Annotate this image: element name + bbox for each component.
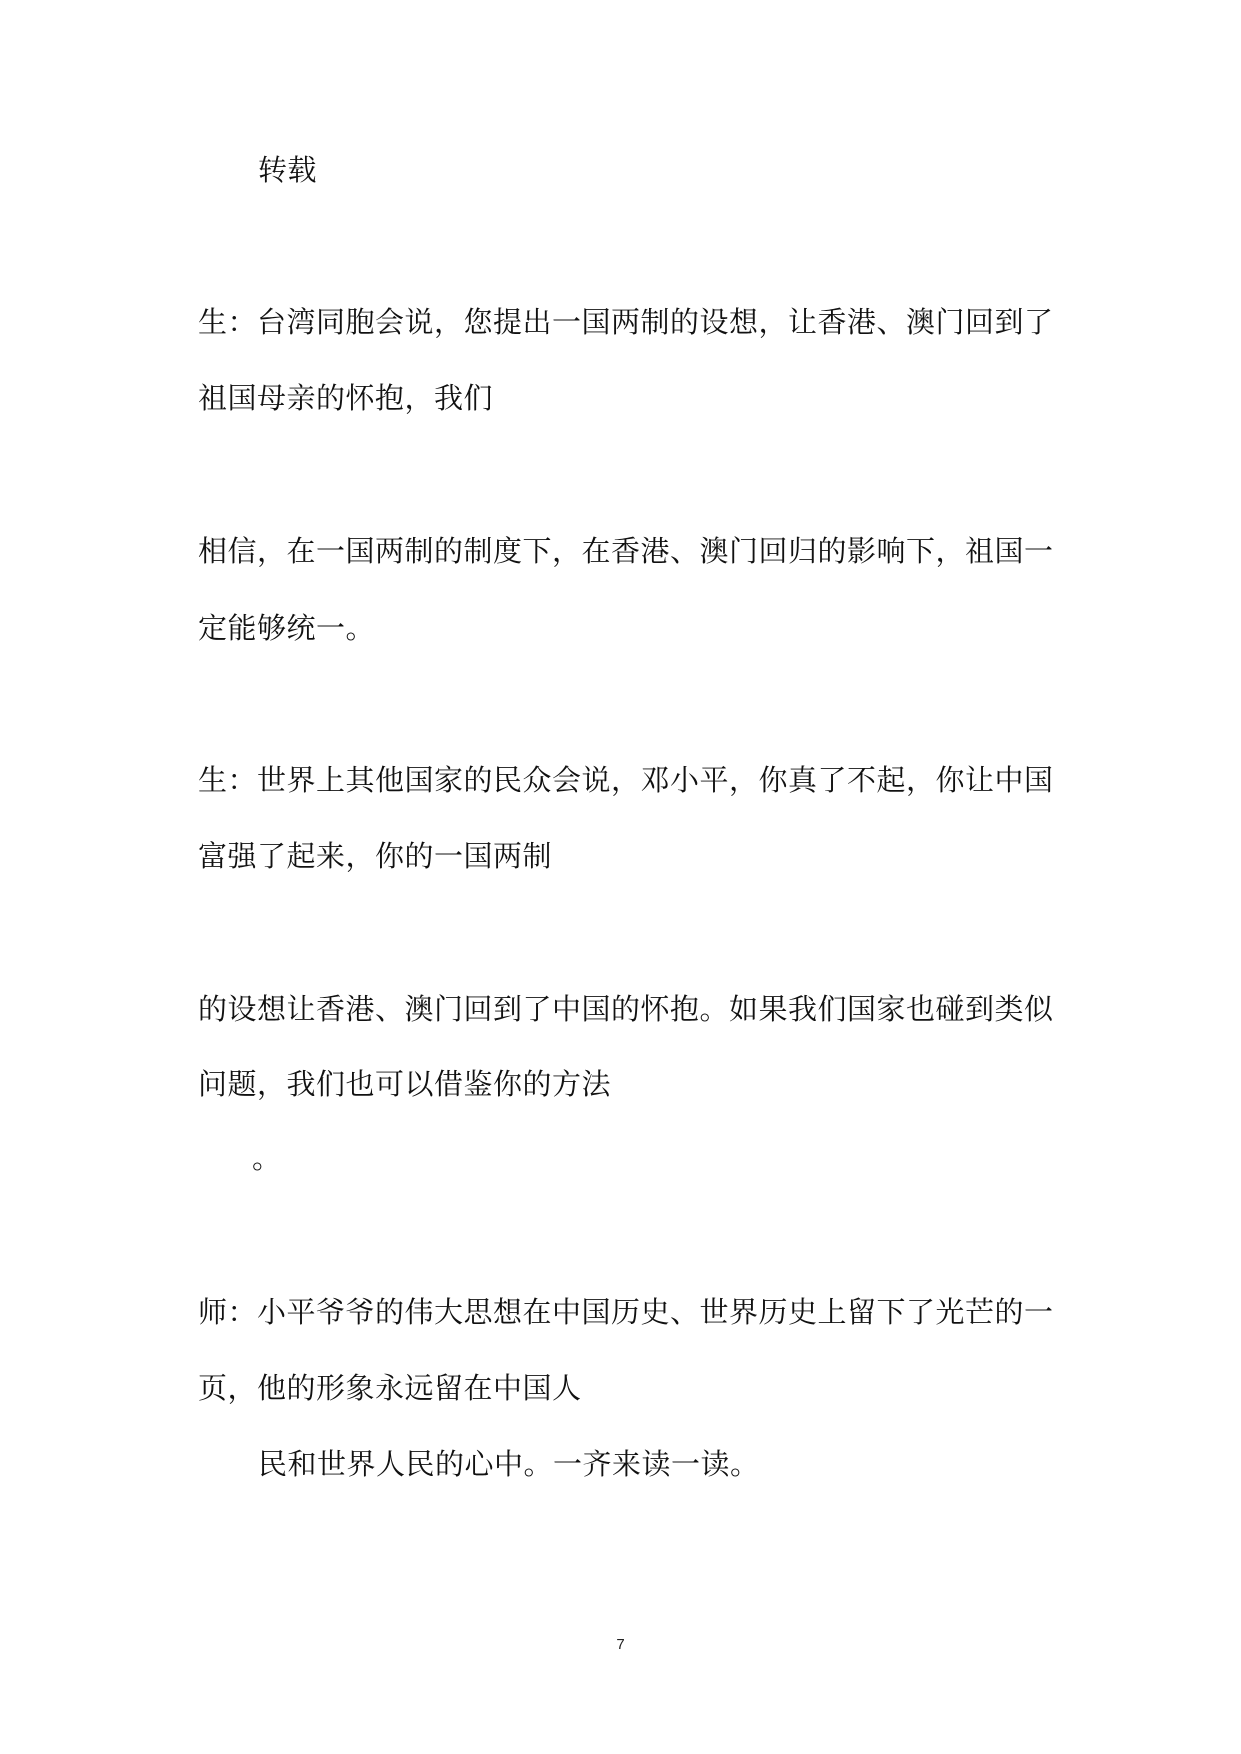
paragraph-line: 民和世界人民的心中。一齐来读一读。 xyxy=(258,1447,760,1481)
section-heading: 转载 xyxy=(258,153,318,187)
page-number: 7 xyxy=(616,1636,625,1653)
paragraph-line: 页，他的形象永远留在中国人 xyxy=(198,1371,582,1405)
paragraph-line: 问题，我们也可以借鉴你的方法 xyxy=(198,1067,612,1101)
paragraph-line: 生：世界上其他国家的民众会说，邓小平，你真了不起，你让中国 xyxy=(198,763,1054,797)
paragraph-line: 的设想让香港、澳门回到了中国的怀抱。如果我们国家也碰到类似 xyxy=(198,992,1054,1026)
paragraph-line: 富强了起来，你的一国两制 xyxy=(198,839,553,873)
paragraph-line: 相信，在一国两制的制度下，在香港、澳门回归的影响下，祖国一 xyxy=(198,534,1054,568)
paragraph-line: 生：台湾同胞会说，您提出一国两制的设想，让香港、澳门回到了 xyxy=(198,305,1054,339)
paragraph-line: 师：小平爷爷的伟大思想在中国历史、世界历史上留下了光芒的一 xyxy=(198,1295,1054,1329)
paragraph-line: 。 xyxy=(252,1141,282,1175)
paragraph-line: 定能够统一。 xyxy=(198,611,376,645)
paragraph-line: 祖国母亲的怀抱，我们 xyxy=(198,381,494,415)
